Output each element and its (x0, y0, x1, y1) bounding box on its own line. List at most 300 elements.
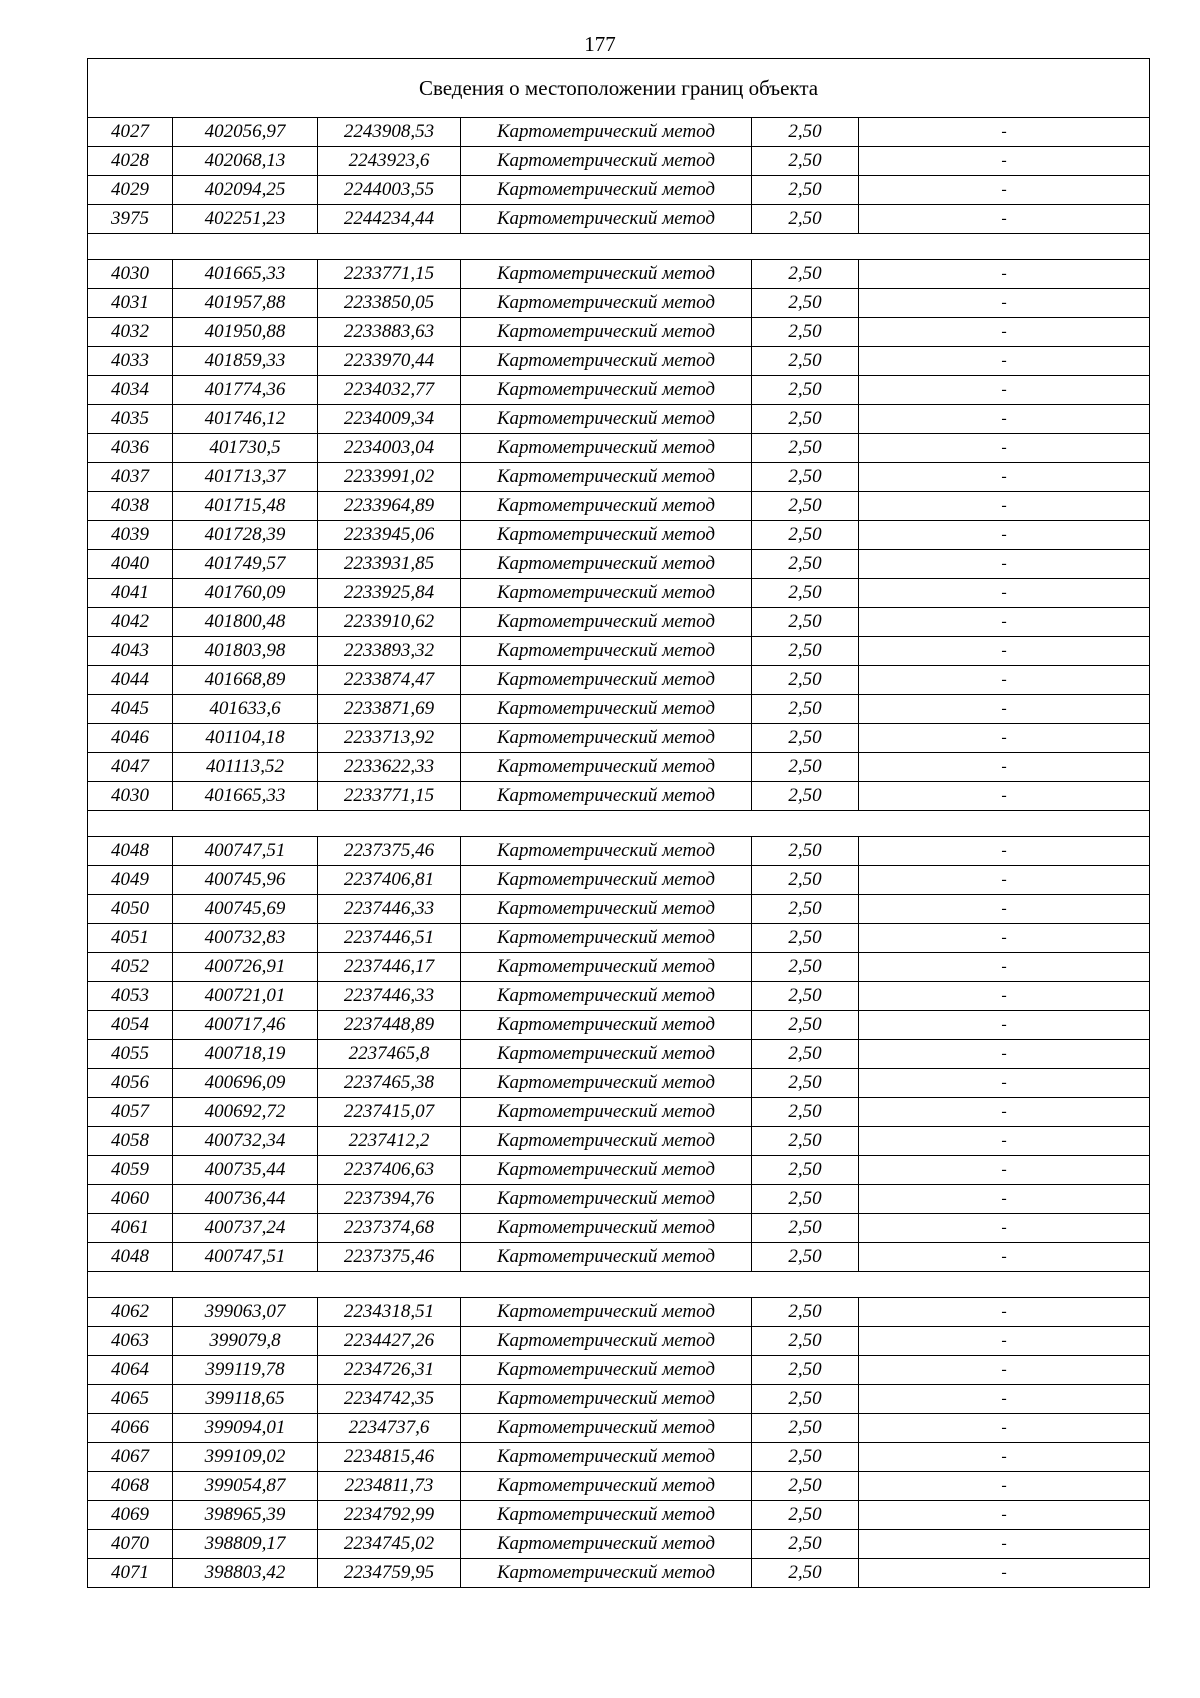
accuracy-cell: 2,50 (752, 492, 859, 521)
point-number-cell: 4052 (88, 953, 173, 982)
point-number-cell: 4069 (88, 1501, 173, 1530)
description-cell: - (859, 1356, 1150, 1385)
x-coordinate-cell: 400735,44 (173, 1156, 318, 1185)
table-row (88, 521, 1150, 550)
point-number-cell: 4057 (88, 1098, 173, 1127)
method-cell: Картометрический метод (461, 463, 752, 492)
method-cell: Картометрический метод (461, 982, 752, 1011)
table-row (88, 405, 1150, 434)
method-cell: Картометрический метод (461, 1214, 752, 1243)
y-coordinate-cell: 2237465,38 (318, 1069, 461, 1098)
point-number-cell: 4065 (88, 1385, 173, 1414)
point-number-cell: 4068 (88, 1472, 173, 1501)
x-coordinate-cell: 400732,83 (173, 924, 318, 953)
point-number-cell: 4033 (88, 347, 173, 376)
accuracy-cell: 2,50 (752, 982, 859, 1011)
point-number-cell: 4061 (88, 1214, 173, 1243)
point-number-cell: 4043 (88, 637, 173, 666)
accuracy-cell: 2,50 (752, 895, 859, 924)
table-row (88, 782, 1150, 811)
method-cell: Картометрический метод (461, 405, 752, 434)
method-cell: Картометрический метод (461, 924, 752, 953)
accuracy-cell: 2,50 (752, 176, 859, 205)
accuracy-cell: 2,50 (752, 608, 859, 637)
method-cell: Картометрический метод (461, 318, 752, 347)
point-number-cell: 4038 (88, 492, 173, 521)
point-number-cell: 4048 (88, 837, 173, 866)
table-row (88, 1414, 1150, 1443)
table-row (88, 318, 1150, 347)
x-coordinate-cell: 398803,42 (173, 1559, 318, 1588)
table-row (88, 463, 1150, 492)
y-coordinate-cell: 2233925,84 (318, 579, 461, 608)
accuracy-cell: 2,50 (752, 637, 859, 666)
point-number-cell: 4037 (88, 463, 173, 492)
method-cell: Картометрический метод (461, 147, 752, 176)
x-coordinate-cell: 402094,25 (173, 176, 318, 205)
y-coordinate-cell: 2243923,6 (318, 147, 461, 176)
x-coordinate-cell: 402251,23 (173, 205, 318, 234)
accuracy-cell: 2,50 (752, 1185, 859, 1214)
point-number-cell: 4056 (88, 1069, 173, 1098)
x-coordinate-cell: 402068,13 (173, 147, 318, 176)
point-number-cell: 4070 (88, 1530, 173, 1559)
method-cell: Картометрический метод (461, 1414, 752, 1443)
page-number: 177 (584, 32, 616, 56)
method-cell: Картометрический метод (461, 837, 752, 866)
description-cell: - (859, 1298, 1150, 1327)
point-number-cell: 4031 (88, 289, 173, 318)
point-number-cell: 4034 (88, 376, 173, 405)
accuracy-cell: 2,50 (752, 376, 859, 405)
y-coordinate-cell: 2234009,34 (318, 405, 461, 434)
table-row (88, 1530, 1150, 1559)
description-cell: - (859, 318, 1150, 347)
point-number-cell: 4058 (88, 1127, 173, 1156)
accuracy-cell: 2,50 (752, 1011, 859, 1040)
method-cell: Картометрический метод (461, 1530, 752, 1559)
y-coordinate-cell: 2233883,63 (318, 318, 461, 347)
description-cell: - (859, 1243, 1150, 1272)
y-coordinate-cell: 2237394,76 (318, 1185, 461, 1214)
description-cell: - (859, 1443, 1150, 1472)
table-row (88, 608, 1150, 637)
description-cell: - (859, 405, 1150, 434)
description-cell: - (859, 260, 1150, 289)
accuracy-cell: 2,50 (752, 1298, 859, 1327)
method-cell: Картометрический метод (461, 1472, 752, 1501)
description-cell: - (859, 695, 1150, 724)
x-coordinate-cell: 399109,02 (173, 1443, 318, 1472)
accuracy-cell: 2,50 (752, 1327, 859, 1356)
x-coordinate-cell: 399118,65 (173, 1385, 318, 1414)
x-coordinate-cell: 401728,39 (173, 521, 318, 550)
table-row (88, 376, 1150, 405)
point-number-cell: 4059 (88, 1156, 173, 1185)
y-coordinate-cell: 2233991,02 (318, 463, 461, 492)
table-row (88, 1356, 1150, 1385)
accuracy-cell: 2,50 (752, 463, 859, 492)
table-row (88, 924, 1150, 953)
description-cell: - (859, 1069, 1150, 1098)
point-number-cell: 4049 (88, 866, 173, 895)
accuracy-cell: 2,50 (752, 521, 859, 550)
y-coordinate-cell: 2237448,89 (318, 1011, 461, 1040)
point-number-cell: 4054 (88, 1011, 173, 1040)
accuracy-cell: 2,50 (752, 289, 859, 318)
accuracy-cell: 2,50 (752, 1127, 859, 1156)
method-cell: Картометрический метод (461, 1298, 752, 1327)
description-cell: - (859, 1040, 1150, 1069)
table-row (88, 953, 1150, 982)
x-coordinate-cell: 399063,07 (173, 1298, 318, 1327)
table-row (88, 1011, 1150, 1040)
x-coordinate-cell: 398809,17 (173, 1530, 318, 1559)
accuracy-cell: 2,50 (752, 837, 859, 866)
x-coordinate-cell: 402056,97 (173, 118, 318, 147)
accuracy-cell: 2,50 (752, 347, 859, 376)
point-number-cell: 4046 (88, 724, 173, 753)
description-cell: - (859, 521, 1150, 550)
y-coordinate-cell: 2233771,15 (318, 260, 461, 289)
method-cell: Картометрический метод (461, 1040, 752, 1069)
description-cell: - (859, 376, 1150, 405)
y-coordinate-cell: 2237412,2 (318, 1127, 461, 1156)
x-coordinate-cell: 400721,01 (173, 982, 318, 1011)
y-coordinate-cell: 2234003,04 (318, 434, 461, 463)
description-cell: - (859, 289, 1150, 318)
method-cell: Картометрический метод (461, 1069, 752, 1098)
point-number-cell: 4048 (88, 1243, 173, 1272)
table-row (88, 118, 1150, 147)
description-cell: - (859, 1156, 1150, 1185)
x-coordinate-cell: 400747,51 (173, 837, 318, 866)
accuracy-cell: 2,50 (752, 1098, 859, 1127)
accuracy-cell: 2,50 (752, 1214, 859, 1243)
method-cell: Картометрический метод (461, 434, 752, 463)
table-row (88, 1472, 1150, 1501)
table-row (88, 1214, 1150, 1243)
y-coordinate-cell: 2234792,99 (318, 1501, 461, 1530)
accuracy-cell: 2,50 (752, 260, 859, 289)
table-row (88, 866, 1150, 895)
y-coordinate-cell: 2233970,44 (318, 347, 461, 376)
method-cell: Картометрический метод (461, 1098, 752, 1127)
x-coordinate-cell: 400745,96 (173, 866, 318, 895)
description-cell: - (859, 608, 1150, 637)
point-number-cell: 4042 (88, 608, 173, 637)
method-cell: Картометрический метод (461, 1156, 752, 1185)
table-row (88, 1298, 1150, 1327)
method-cell: Картометрический метод (461, 666, 752, 695)
x-coordinate-cell: 400747,51 (173, 1243, 318, 1272)
point-number-cell: 4063 (88, 1327, 173, 1356)
y-coordinate-cell: 2233964,89 (318, 492, 461, 521)
table-row (88, 1559, 1150, 1588)
table-row (88, 579, 1150, 608)
table-row (88, 982, 1150, 1011)
x-coordinate-cell: 401800,48 (173, 608, 318, 637)
table-row (88, 837, 1150, 866)
point-number-cell: 4055 (88, 1040, 173, 1069)
description-cell: - (859, 1011, 1150, 1040)
table-row (88, 289, 1150, 318)
point-number-cell: 4030 (88, 260, 173, 289)
method-cell: Картометрический метод (461, 289, 752, 318)
table-row (88, 147, 1150, 176)
description-cell: - (859, 1559, 1150, 1588)
x-coordinate-cell: 401746,12 (173, 405, 318, 434)
description-cell: - (859, 724, 1150, 753)
description-cell: - (859, 176, 1150, 205)
accuracy-cell: 2,50 (752, 753, 859, 782)
y-coordinate-cell: 2234032,77 (318, 376, 461, 405)
y-coordinate-cell: 2237375,46 (318, 837, 461, 866)
x-coordinate-cell: 399079,8 (173, 1327, 318, 1356)
point-number-cell: 4029 (88, 176, 173, 205)
y-coordinate-cell: 2233910,62 (318, 608, 461, 637)
point-number-cell: 4050 (88, 895, 173, 924)
table-row (88, 1127, 1150, 1156)
table-row (88, 205, 1150, 234)
y-coordinate-cell: 2233871,69 (318, 695, 461, 724)
description-cell: - (859, 1127, 1150, 1156)
accuracy-cell: 2,50 (752, 1414, 859, 1443)
group-separator-row (88, 234, 1150, 260)
x-coordinate-cell: 401715,48 (173, 492, 318, 521)
x-coordinate-cell: 400726,91 (173, 953, 318, 982)
table-row (88, 1385, 1150, 1414)
table-row (88, 1501, 1150, 1530)
accuracy-cell: 2,50 (752, 1472, 859, 1501)
x-coordinate-cell: 400692,72 (173, 1098, 318, 1127)
accuracy-cell: 2,50 (752, 434, 859, 463)
description-cell: - (859, 434, 1150, 463)
y-coordinate-cell: 2234815,46 (318, 1443, 461, 1472)
description-cell: - (859, 347, 1150, 376)
table-row (88, 347, 1150, 376)
accuracy-cell: 2,50 (752, 866, 859, 895)
description-cell: - (859, 463, 1150, 492)
accuracy-cell: 2,50 (752, 924, 859, 953)
group-separator-row (88, 811, 1150, 837)
x-coordinate-cell: 399119,78 (173, 1356, 318, 1385)
description-cell: - (859, 953, 1150, 982)
table-row (88, 1443, 1150, 1472)
method-cell: Картометрический метод (461, 1185, 752, 1214)
x-coordinate-cell: 401633,6 (173, 695, 318, 724)
x-coordinate-cell: 401760,09 (173, 579, 318, 608)
description-cell: - (859, 550, 1150, 579)
y-coordinate-cell: 2233713,92 (318, 724, 461, 753)
x-coordinate-cell: 401774,36 (173, 376, 318, 405)
table-row (88, 695, 1150, 724)
accuracy-cell: 2,50 (752, 724, 859, 753)
method-cell: Картометрический метод (461, 637, 752, 666)
description-cell: - (859, 1214, 1150, 1243)
description-cell: - (859, 637, 1150, 666)
description-cell: - (859, 895, 1150, 924)
method-cell: Картометрический метод (461, 1011, 752, 1040)
point-number-cell: 4071 (88, 1559, 173, 1588)
accuracy-cell: 2,50 (752, 782, 859, 811)
table-row (88, 1098, 1150, 1127)
x-coordinate-cell: 400696,09 (173, 1069, 318, 1098)
x-coordinate-cell: 401950,88 (173, 318, 318, 347)
point-number-cell: 4053 (88, 982, 173, 1011)
x-coordinate-cell: 401665,33 (173, 260, 318, 289)
method-cell: Картометрический метод (461, 579, 752, 608)
y-coordinate-cell: 2233771,15 (318, 782, 461, 811)
method-cell: Картометрический метод (461, 492, 752, 521)
table-title-row (88, 59, 1150, 118)
accuracy-cell: 2,50 (752, 1530, 859, 1559)
y-coordinate-cell: 2237446,17 (318, 953, 461, 982)
boundary-table (87, 58, 1150, 1588)
description-cell: - (859, 1472, 1150, 1501)
description-cell: - (859, 1501, 1150, 1530)
description-cell: - (859, 866, 1150, 895)
accuracy-cell: 2,50 (752, 1501, 859, 1530)
y-coordinate-cell: 2234759,95 (318, 1559, 461, 1588)
y-coordinate-cell: 2237406,63 (318, 1156, 461, 1185)
description-cell: - (859, 147, 1150, 176)
point-number-cell: 4044 (88, 666, 173, 695)
point-number-cell: 4067 (88, 1443, 173, 1472)
method-cell: Картометрический метод (461, 521, 752, 550)
description-cell: - (859, 782, 1150, 811)
table-row (88, 666, 1150, 695)
point-number-cell: 4035 (88, 405, 173, 434)
x-coordinate-cell: 399054,87 (173, 1472, 318, 1501)
x-coordinate-cell: 400718,19 (173, 1040, 318, 1069)
table-row (88, 176, 1150, 205)
method-cell: Картометрический метод (461, 1243, 752, 1272)
accuracy-cell: 2,50 (752, 1243, 859, 1272)
group-separator-row (88, 1272, 1150, 1298)
method-cell: Картометрический метод (461, 1385, 752, 1414)
table-row (88, 895, 1150, 924)
x-coordinate-cell: 400736,44 (173, 1185, 318, 1214)
table-row (88, 753, 1150, 782)
accuracy-cell: 2,50 (752, 118, 859, 147)
method-cell: Картометрический метод (461, 1443, 752, 1472)
method-cell: Картометрический метод (461, 205, 752, 234)
description-cell: - (859, 1185, 1150, 1214)
method-cell: Картометрический метод (461, 724, 752, 753)
table-row (88, 724, 1150, 753)
x-coordinate-cell: 401957,88 (173, 289, 318, 318)
point-number-cell: 4036 (88, 434, 173, 463)
x-coordinate-cell: 401665,33 (173, 782, 318, 811)
description-cell: - (859, 753, 1150, 782)
y-coordinate-cell: 2233622,33 (318, 753, 461, 782)
accuracy-cell: 2,50 (752, 666, 859, 695)
x-coordinate-cell: 401713,37 (173, 463, 318, 492)
accuracy-cell: 2,50 (752, 1040, 859, 1069)
table-row (88, 1069, 1150, 1098)
description-cell: - (859, 1530, 1150, 1559)
y-coordinate-cell: 2237465,8 (318, 1040, 461, 1069)
accuracy-cell: 2,50 (752, 147, 859, 176)
method-cell: Картометрический метод (461, 118, 752, 147)
table-row (88, 550, 1150, 579)
point-number-cell: 4060 (88, 1185, 173, 1214)
separator-cell (88, 811, 1150, 837)
accuracy-cell: 2,50 (752, 1069, 859, 1098)
point-number-cell: 4064 (88, 1356, 173, 1385)
y-coordinate-cell: 2237375,46 (318, 1243, 461, 1272)
accuracy-cell: 2,50 (752, 579, 859, 608)
y-coordinate-cell: 2237446,51 (318, 924, 461, 953)
point-number-cell: 4030 (88, 782, 173, 811)
x-coordinate-cell: 401113,52 (173, 753, 318, 782)
x-coordinate-cell: 399094,01 (173, 1414, 318, 1443)
point-number-cell: 4047 (88, 753, 173, 782)
table-row (88, 260, 1150, 289)
method-cell: Картометрический метод (461, 895, 752, 924)
table-row (88, 1185, 1150, 1214)
accuracy-cell: 2,50 (752, 550, 859, 579)
x-coordinate-cell: 401730,5 (173, 434, 318, 463)
x-coordinate-cell: 400745,69 (173, 895, 318, 924)
method-cell: Картометрический метод (461, 782, 752, 811)
description-cell: - (859, 1098, 1150, 1127)
y-coordinate-cell: 2234745,02 (318, 1530, 461, 1559)
method-cell: Картометрический метод (461, 1559, 752, 1588)
method-cell: Картометрический метод (461, 1356, 752, 1385)
y-coordinate-cell: 2234318,51 (318, 1298, 461, 1327)
description-cell: - (859, 205, 1150, 234)
description-cell: - (859, 1414, 1150, 1443)
accuracy-cell: 2,50 (752, 1156, 859, 1185)
y-coordinate-cell: 2244003,55 (318, 176, 461, 205)
table-row (88, 434, 1150, 463)
y-coordinate-cell: 2233945,06 (318, 521, 461, 550)
point-number-cell: 4051 (88, 924, 173, 953)
method-cell: Картометрический метод (461, 608, 752, 637)
table-row (88, 1040, 1150, 1069)
x-coordinate-cell: 400732,34 (173, 1127, 318, 1156)
point-number-cell: 4045 (88, 695, 173, 724)
method-cell: Картометрический метод (461, 866, 752, 895)
method-cell: Картометрический метод (461, 1327, 752, 1356)
x-coordinate-cell: 401668,89 (173, 666, 318, 695)
y-coordinate-cell: 2234427,26 (318, 1327, 461, 1356)
x-coordinate-cell: 400737,24 (173, 1214, 318, 1243)
table-row (88, 637, 1150, 666)
y-coordinate-cell: 2233893,32 (318, 637, 461, 666)
description-cell: - (859, 492, 1150, 521)
x-coordinate-cell: 401749,57 (173, 550, 318, 579)
point-number-cell: 4040 (88, 550, 173, 579)
point-number-cell: 4062 (88, 1298, 173, 1327)
description-cell: - (859, 666, 1150, 695)
y-coordinate-cell: 2237446,33 (318, 982, 461, 1011)
y-coordinate-cell: 2244234,44 (318, 205, 461, 234)
y-coordinate-cell: 2233931,85 (318, 550, 461, 579)
point-number-cell: 4028 (88, 147, 173, 176)
y-coordinate-cell: 2234811,73 (318, 1472, 461, 1501)
accuracy-cell: 2,50 (752, 953, 859, 982)
table-row (88, 1156, 1150, 1185)
accuracy-cell: 2,50 (752, 1559, 859, 1588)
description-cell: - (859, 579, 1150, 608)
y-coordinate-cell: 2237446,33 (318, 895, 461, 924)
y-coordinate-cell: 2237374,68 (318, 1214, 461, 1243)
accuracy-cell: 2,50 (752, 1356, 859, 1385)
description-cell: - (859, 924, 1150, 953)
